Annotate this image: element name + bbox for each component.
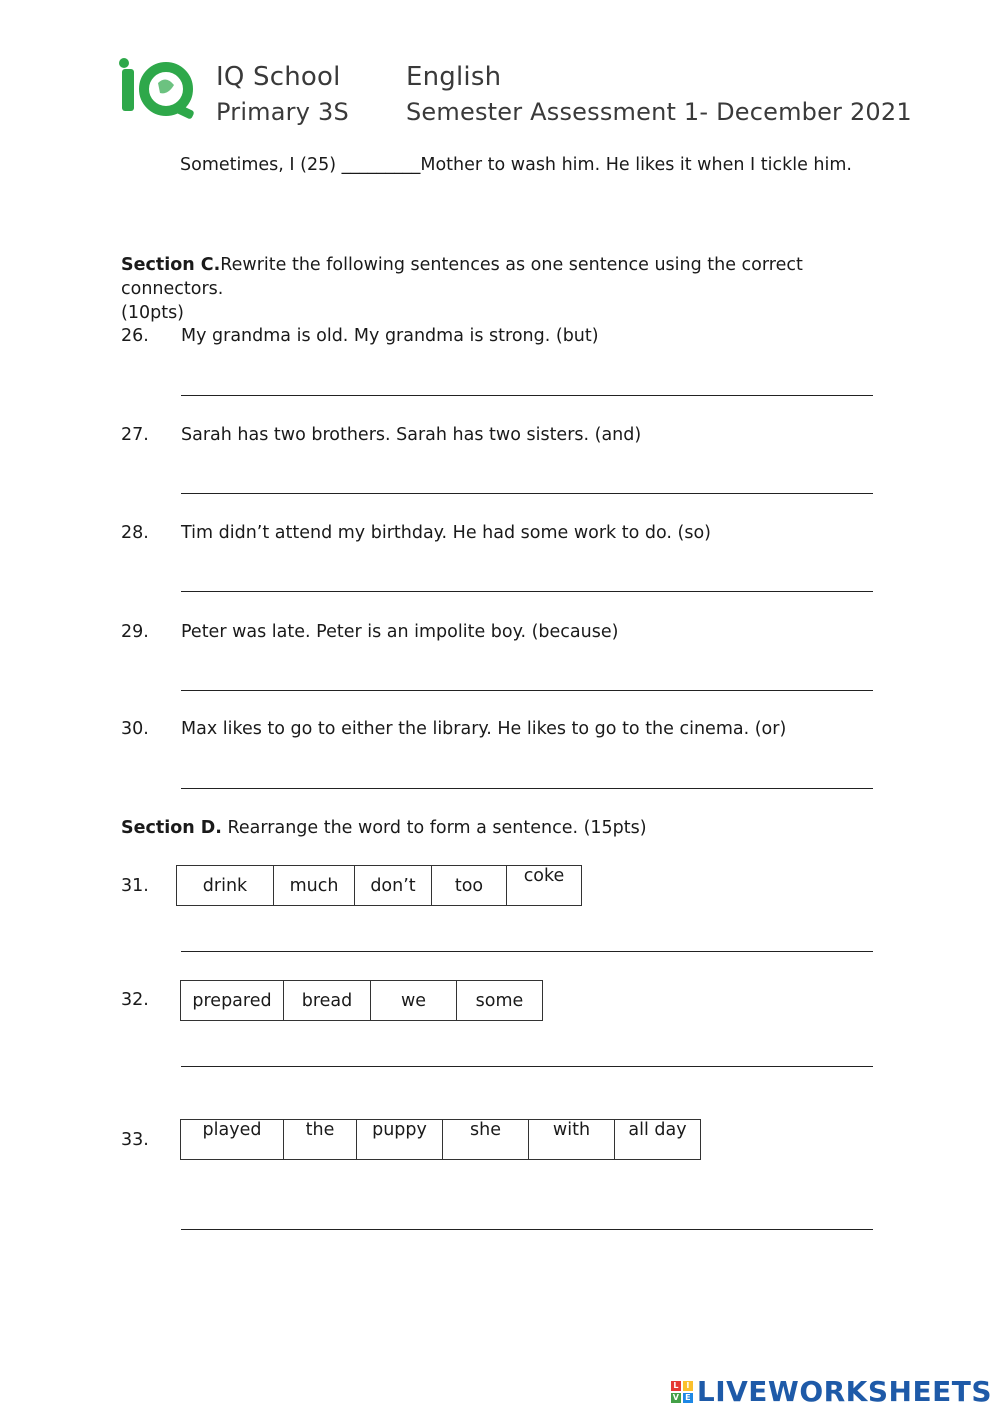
answer-line-26[interactable] xyxy=(181,395,873,396)
answer-line-31[interactable] xyxy=(181,951,873,952)
word-tile[interactable]: the xyxy=(284,1120,357,1160)
answer-line-33[interactable] xyxy=(181,1229,873,1230)
word-tile[interactable]: bread xyxy=(284,981,371,1021)
word-tile[interactable]: we xyxy=(371,981,457,1021)
brand-letter: I xyxy=(683,1381,693,1391)
school-name: IQ School xyxy=(216,62,341,92)
word-tile[interactable]: with xyxy=(529,1120,615,1160)
word-tile[interactable]: much xyxy=(274,866,355,906)
word-box-32 xyxy=(180,980,543,1021)
question-number: 28. xyxy=(121,523,149,543)
question-text: Peter was late. Peter is an impolite boy. (because) xyxy=(181,622,619,642)
word-tile[interactable]: puppy xyxy=(357,1120,443,1160)
question-25-text: Sometimes, I (25) _________Mother to wash him. He likes it when I tickle him. xyxy=(180,155,852,175)
word-tile[interactable]: all day xyxy=(615,1120,701,1160)
word-tile[interactable]: drink xyxy=(177,866,274,906)
question-number: 32. xyxy=(121,990,149,1010)
section-c-title: Section C. xyxy=(121,255,221,275)
word-box-31 xyxy=(176,865,582,906)
answer-line-29[interactable] xyxy=(181,690,873,691)
section-d-instruction: Rearrange the word to form a sentence. (15pts) xyxy=(221,818,647,838)
section-c-instruction: Rewrite the following sentences as one sentence using the correct connectors. xyxy=(121,255,803,299)
section-d-heading xyxy=(121,818,647,838)
section-c-heading xyxy=(121,253,881,325)
class-name: Primary 3S xyxy=(216,98,349,126)
subject-title: English xyxy=(406,62,502,92)
school-logo xyxy=(118,55,196,121)
section-c-points: (10pts) xyxy=(121,303,185,323)
word-tile[interactable]: coke xyxy=(507,866,582,906)
question-text: My grandma is old. My grandma is strong. (but) xyxy=(181,326,599,346)
question-text: Tim didn’t attend my birthday. He had some work to do. (so) xyxy=(181,523,711,543)
assessment-title: Semester Assessment 1- December 2021 xyxy=(406,98,912,126)
liveworksheets-logo[interactable] xyxy=(671,1375,992,1408)
word-tile[interactable]: she xyxy=(443,1120,529,1160)
answer-line-30[interactable] xyxy=(181,788,873,789)
word-tile[interactable]: too xyxy=(432,866,507,906)
question-text: Sarah has two brothers. Sarah has two sisters. (and) xyxy=(181,425,642,445)
question-number: 30. xyxy=(121,719,149,739)
question-number: 27. xyxy=(121,425,149,445)
word-tile[interactable]: played xyxy=(181,1120,284,1160)
answer-line-32[interactable] xyxy=(181,1066,873,1067)
answer-line-28[interactable] xyxy=(181,591,873,592)
question-number: 33. xyxy=(121,1130,149,1150)
liveworksheets-blocks-icon xyxy=(671,1381,693,1403)
word-tile[interactable]: some xyxy=(457,981,543,1021)
section-d-title: Section D. xyxy=(121,818,222,838)
word-tile[interactable]: prepared xyxy=(181,981,284,1021)
question-number: 26. xyxy=(121,326,149,346)
brand-letter: V xyxy=(672,1392,679,1402)
brand-letter: E xyxy=(683,1393,693,1403)
question-number: 29. xyxy=(121,622,149,642)
question-text: Max likes to go to either the library. He likes to go to the cinema. (or) xyxy=(181,719,787,739)
word-box-33 xyxy=(180,1119,701,1160)
answer-line-27[interactable] xyxy=(181,493,873,494)
brand-letter: L xyxy=(671,1381,681,1391)
question-number: 31. xyxy=(121,876,149,896)
liveworksheets-brand: LIVEWORKSHEETS xyxy=(696,1375,992,1408)
word-tile[interactable]: don’t xyxy=(355,866,432,906)
